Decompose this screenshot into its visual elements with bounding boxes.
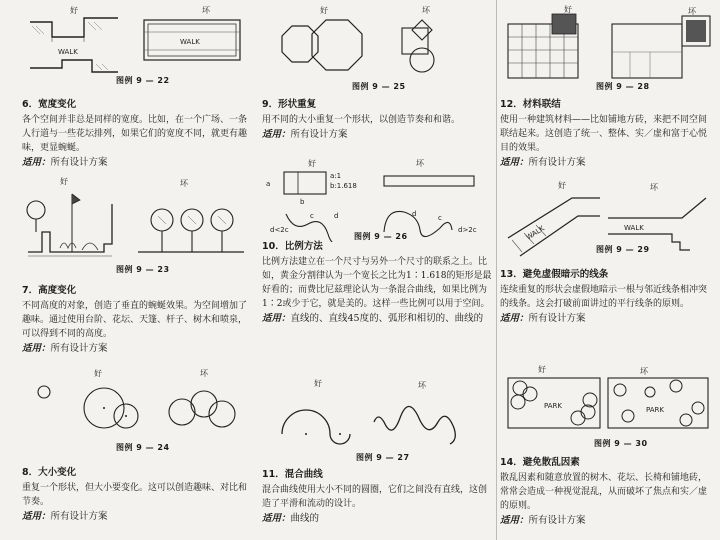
apply-value: 所有设计方案 bbox=[528, 157, 586, 168]
apply-label: 适用： bbox=[500, 515, 529, 526]
figure-9-25 bbox=[262, 2, 492, 91]
bad-label: 坏 bbox=[416, 159, 424, 168]
good-label: 好 bbox=[538, 365, 546, 374]
section-title: 11．混合曲线 bbox=[262, 469, 323, 480]
section-10 bbox=[262, 238, 492, 326]
apply-line bbox=[22, 342, 250, 356]
bad-label: 坏 bbox=[418, 381, 426, 390]
section-9 bbox=[262, 96, 492, 142]
section-body: 使用一种建筑材料——比如铺地方砖，来把不同空间联结起来。这创造了统一、整体、实／虚和富于心悦目的效果。 bbox=[500, 115, 708, 153]
bad-label: 坏 bbox=[650, 183, 658, 192]
curve-d-bad: d bbox=[412, 210, 417, 218]
park-text-good: PARK bbox=[544, 402, 563, 410]
ratio-a: a bbox=[266, 180, 271, 188]
ratio-a1: a:1 bbox=[330, 172, 342, 180]
figure-9-30 bbox=[500, 362, 715, 448]
bad-label: 坏 bbox=[200, 369, 208, 378]
good-label: 好 bbox=[564, 5, 572, 14]
walk-text-good: WALK bbox=[524, 224, 546, 242]
section-6 bbox=[22, 96, 250, 170]
figure-9-27 bbox=[262, 374, 492, 460]
apply-value: 所有设计方案 bbox=[50, 511, 108, 522]
apply-line bbox=[262, 512, 492, 526]
good-label: 好 bbox=[60, 177, 68, 186]
apply-value: 曲线的 bbox=[290, 513, 320, 524]
apply-label: 适用： bbox=[22, 343, 51, 354]
good-label: 好 bbox=[314, 379, 322, 388]
ratio-b1618: b:1.618 bbox=[330, 182, 357, 190]
apply-label: 适用： bbox=[262, 313, 291, 324]
apply-label: 适用： bbox=[262, 129, 291, 140]
good-label: 好 bbox=[70, 6, 78, 15]
figure-9-26 bbox=[262, 156, 492, 242]
good-label: 好 bbox=[308, 159, 316, 168]
apply-value: 所有设计方案 bbox=[528, 515, 586, 526]
section-title: 6．宽度变化 bbox=[22, 99, 77, 110]
section-body: 混合曲线使用大小不同的圆圈，它们之间没有直线，这创造了平滑和流动的设计。 bbox=[262, 485, 488, 509]
figure-caption: 图例 9 — 28 bbox=[596, 82, 650, 91]
apply-value: 所有设计方案 bbox=[50, 343, 108, 354]
figure-caption: 图例 9 — 29 bbox=[596, 245, 650, 254]
section-title: 12．材料联结 bbox=[500, 99, 561, 110]
apply-line bbox=[22, 156, 250, 170]
section-title: 13．避免虚假暗示的线条 bbox=[500, 269, 609, 280]
section-body: 各个空间并非总是同样的宽度。比如，在一个广场、一条人行道与一些花坛排列，如果它们的宽度不同，就更有趣味，更显蜿蜒。 bbox=[22, 115, 248, 153]
apply-line bbox=[262, 312, 492, 326]
apply-line bbox=[22, 510, 250, 524]
apply-line bbox=[500, 514, 712, 528]
section-body: 比例方法建立在一个尺寸与另外一个尺寸的联系之上。比如，黄金分割律认为一个宽长之比为1∶1.618的矩形是最好看的；而费比尼兹理论认为一条混合曲线，如果比例为1∶2或少于它，就是美的。这样一些比例可以用于空间。 bbox=[262, 257, 492, 309]
bad-label: 坏 bbox=[640, 367, 648, 376]
park-text-bad: PARK bbox=[646, 406, 665, 414]
section-title: 8．大小变化 bbox=[22, 467, 77, 478]
column-1 bbox=[22, 0, 250, 540]
section-11 bbox=[262, 466, 492, 526]
section-8 bbox=[22, 464, 250, 524]
apply-value: 所有设计方案 bbox=[528, 313, 586, 324]
walk-text-bad: WALK bbox=[624, 224, 644, 232]
section-body: 用不同的大小重复一个形状，以创造节奏和和谐。 bbox=[262, 115, 461, 125]
walk-text-bad: WALK bbox=[180, 38, 200, 46]
figure-caption: 图例 9 — 24 bbox=[116, 443, 170, 452]
apply-label: 适用： bbox=[500, 157, 529, 168]
figure-9-24 bbox=[22, 366, 250, 450]
figure-caption: 图例 9 — 30 bbox=[594, 439, 648, 448]
apply-line bbox=[500, 312, 712, 326]
bad-label: 坏 bbox=[180, 179, 188, 188]
figure-caption: 图例 9 — 23 bbox=[116, 265, 170, 274]
section-title: 7．高度变化 bbox=[22, 285, 77, 296]
section-title: 9．形状重复 bbox=[262, 99, 317, 110]
section-title: 10．比例方法 bbox=[262, 241, 323, 252]
apply-value: 所有设计方案 bbox=[290, 129, 348, 140]
figure-caption: 图例 9 — 27 bbox=[356, 453, 410, 462]
section-title: 14．避免散乱因素 bbox=[500, 457, 580, 468]
apply-line bbox=[262, 128, 492, 142]
apply-label: 适用： bbox=[500, 313, 529, 324]
figure-caption: 图例 9 — 26 bbox=[354, 232, 408, 241]
apply-value: 直线的、直线45度的、弧形和相切的、曲线的 bbox=[290, 313, 484, 324]
ratio-b: b bbox=[300, 198, 305, 206]
apply-line bbox=[500, 156, 712, 170]
section-body: 重复一个形状，但大小要变化。这可以创造趣味、对比和节奏。 bbox=[22, 483, 248, 507]
column-2 bbox=[262, 0, 492, 540]
good-label: 好 bbox=[320, 6, 328, 15]
curve-c: c bbox=[310, 212, 314, 220]
section-7 bbox=[22, 282, 250, 356]
good-label: 好 bbox=[558, 181, 566, 190]
apply-value: 所有设计方案 bbox=[50, 157, 108, 168]
curve-d: d bbox=[334, 212, 339, 220]
section-body: 散乱因素和随意放置的树木、花坛、长椅和铺地砖，常常会造成一种视觉混乱，从而破坏了焦点和实／虚的原则。 bbox=[500, 473, 708, 511]
apply-label: 适用： bbox=[262, 513, 291, 524]
apply-label: 适用： bbox=[22, 157, 51, 168]
apply-label: 适用： bbox=[22, 511, 51, 522]
curve-c-bad: c bbox=[438, 214, 442, 222]
d-greater-2c: d>2c bbox=[458, 226, 477, 234]
bad-label: 坏 bbox=[688, 7, 696, 16]
figure-9-22 bbox=[22, 2, 250, 84]
figure-9-23 bbox=[22, 174, 250, 274]
section-13 bbox=[500, 266, 712, 326]
bad-label: 坏 bbox=[422, 6, 430, 15]
walk-text-good: WALK bbox=[58, 48, 78, 56]
good-label: 好 bbox=[94, 369, 102, 378]
section-12 bbox=[500, 96, 712, 170]
figure-9-29 bbox=[500, 178, 715, 264]
section-14 bbox=[500, 454, 712, 528]
bad-label: 坏 bbox=[202, 6, 210, 15]
section-body: 不同高度的对象，创造了垂直的蜿蜒效果。为空间增加了趣味。通过使用台阶、花坛、天篷、杆子、树木和喷泉，可以得到不同的高度。 bbox=[22, 301, 248, 339]
column-divider bbox=[496, 0, 497, 540]
section-body: 连续重复的形状会虚假地暗示一根与邻近线条相冲突的线条。这会打破前面讲过的平行线条的原则。 bbox=[500, 285, 708, 309]
d-less-2c: d<2c bbox=[270, 226, 289, 234]
figure-caption: 图例 9 — 22 bbox=[116, 76, 170, 85]
figure-caption: 图例 9 — 25 bbox=[352, 82, 406, 91]
column-3 bbox=[500, 0, 715, 540]
figure-9-28 bbox=[500, 2, 715, 91]
